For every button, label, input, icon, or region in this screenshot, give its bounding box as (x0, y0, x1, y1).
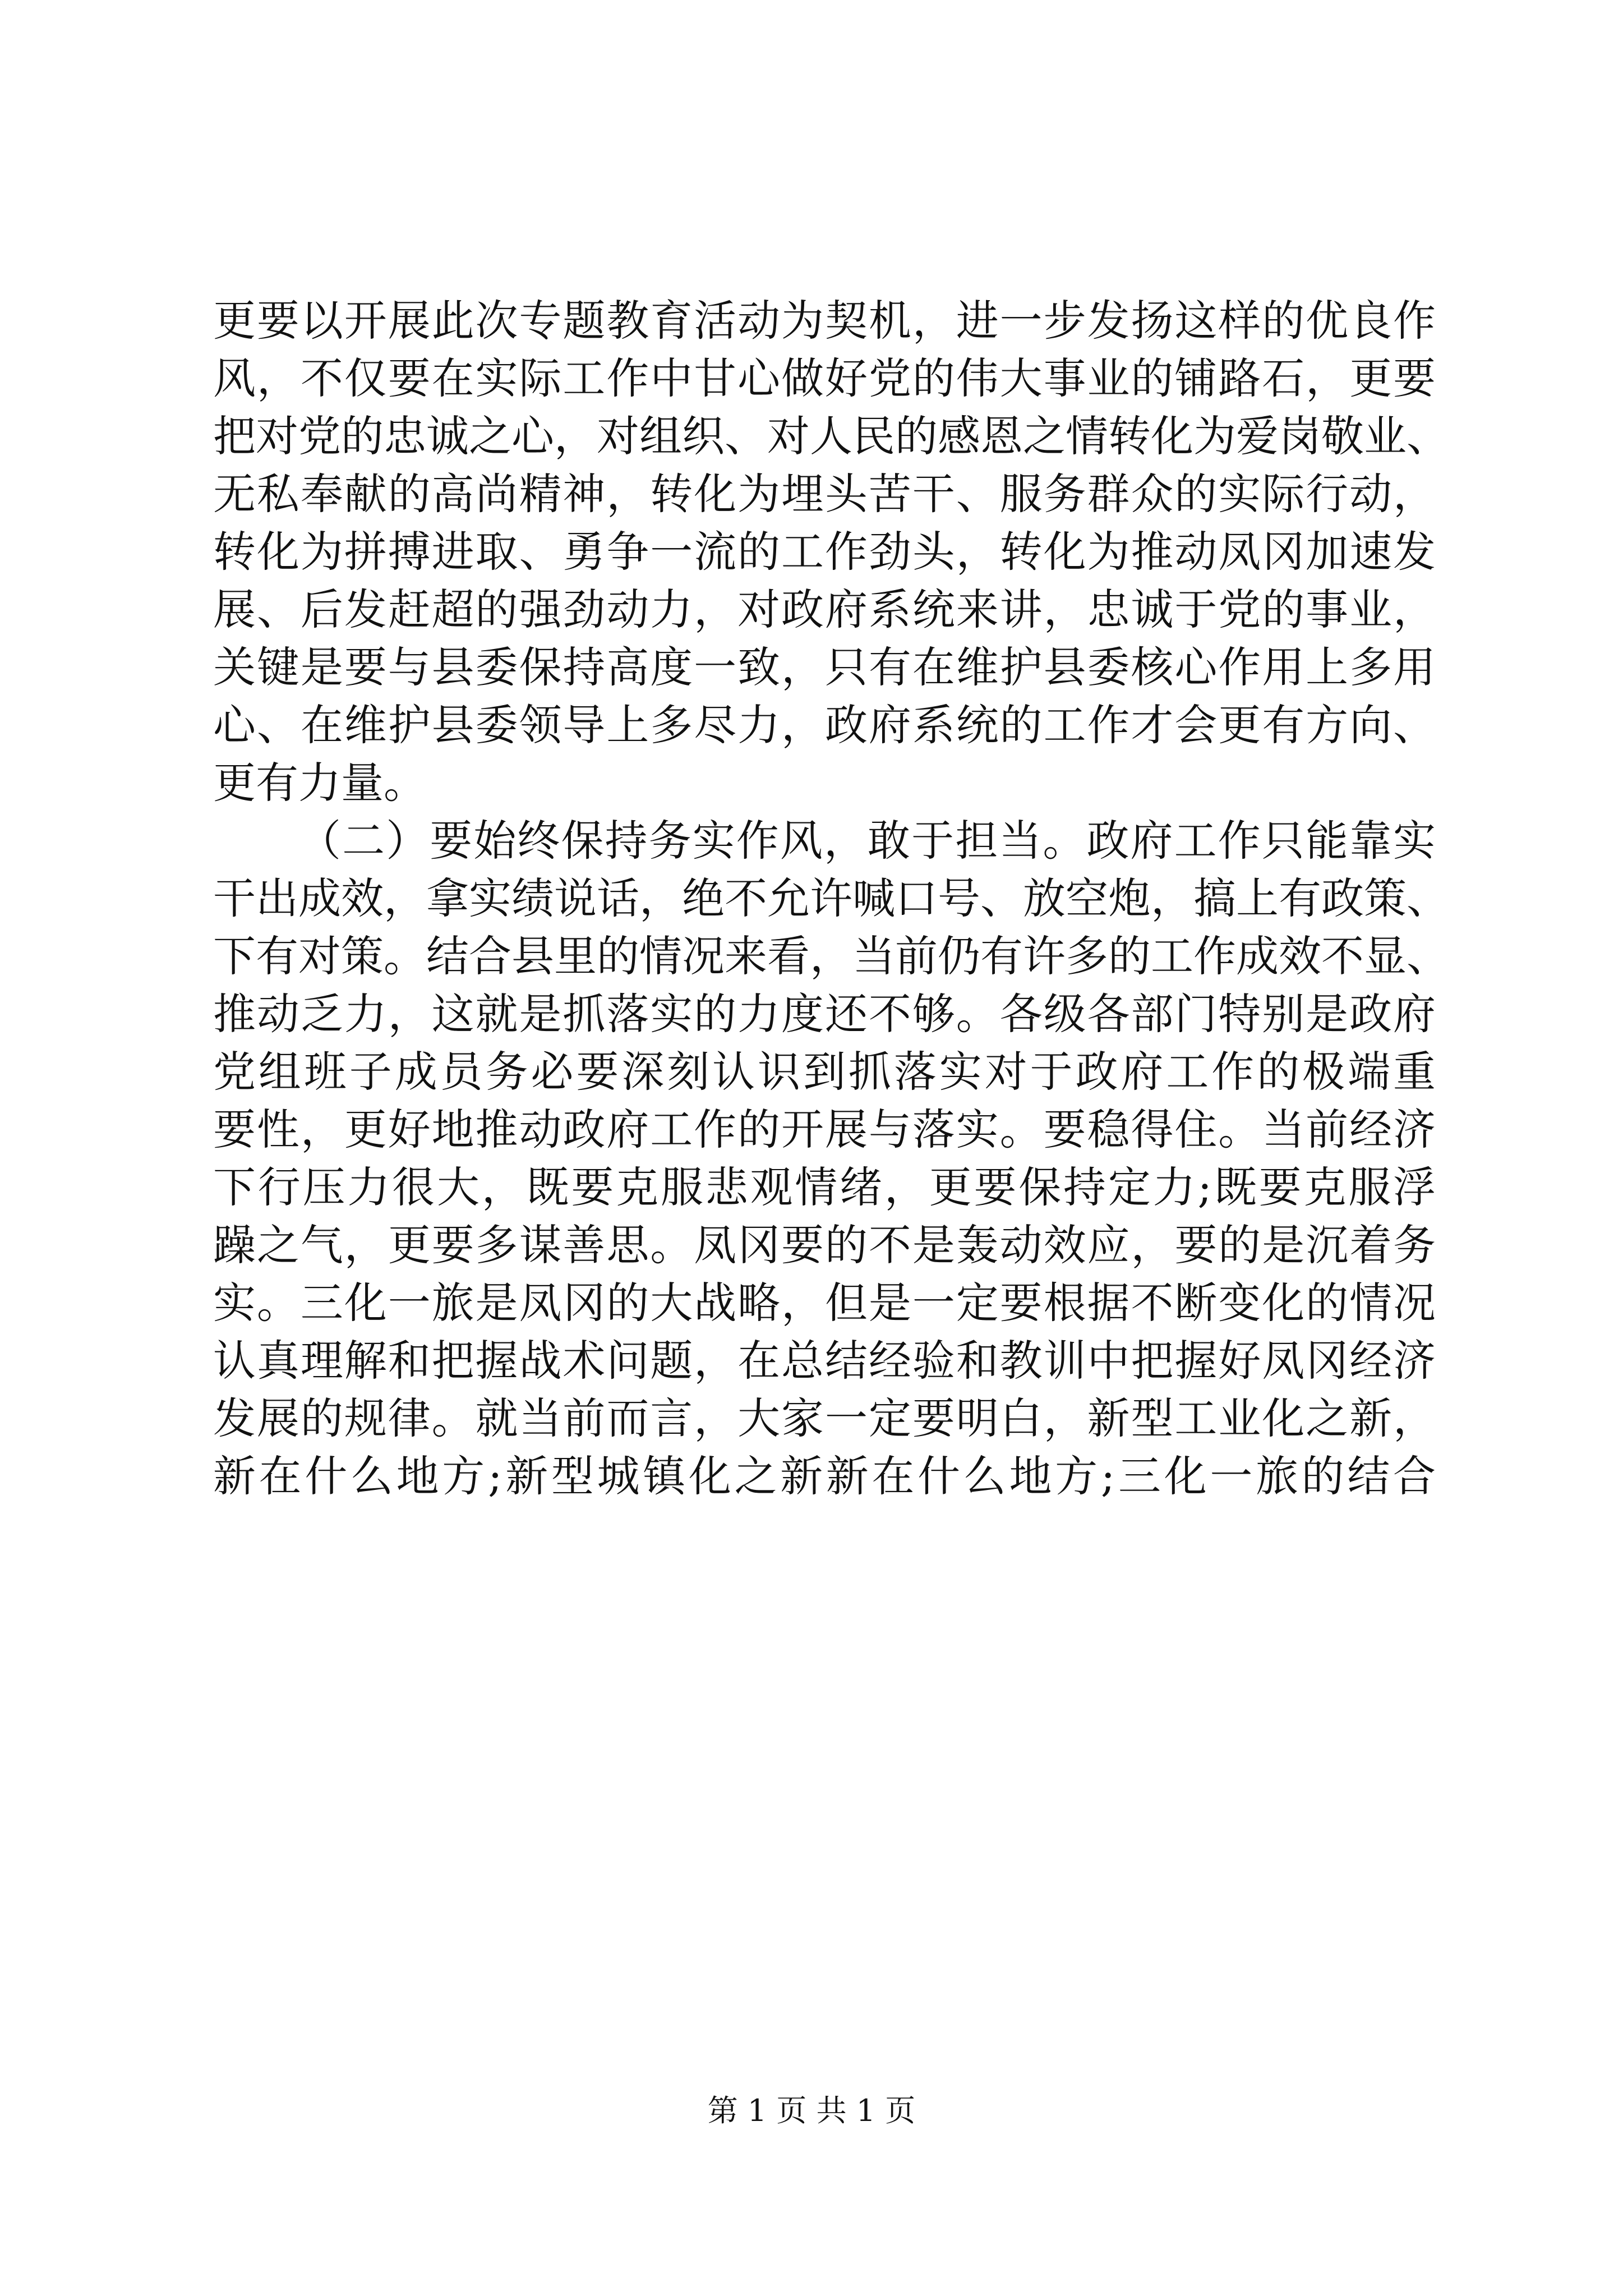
text-line: 风，不仅要在实际工作中甘心做好党的伟大事业的铺路石，更要 (213, 353, 1436, 403)
text-line: 认真理解和把握战术问题，在总结经验和教训中把握好凤冈经济 (213, 1336, 1436, 1386)
text-line: 展、后发赶超的强劲动力，对政府系统来讲，忠诚于党的事业， (213, 585, 1436, 634)
text-line: 干出成效，拿实绩说话，绝不允许喊口号、放空炮，搞上有政策、 (213, 873, 1449, 923)
text-line: 把对党的忠诚之心，对组织、对人民的感恩之情转化为爱岗敬业、 (213, 411, 1449, 461)
text-line: 实。三化一旅是凤冈的大战略，但是一定要根据不断变化的情况 (213, 1278, 1436, 1328)
text-line: 发展的规律。就当前而言，大家一定要明白，新型工业化之新， (213, 1393, 1436, 1443)
text-line: 关键是要与县委保持高度一致，只有在维护县委核心作用上多用 (213, 642, 1436, 692)
text-line: 更有力量。 (213, 758, 426, 808)
text-line: 更要以开展此次专题教育活动为契机，进一步发扬这样的优良作 (213, 296, 1436, 346)
text-line: 心、在维护县委领导上多尽力，政府系统的工作才会更有方向、 (213, 700, 1436, 750)
document-body (213, 292, 1449, 1505)
page-number: 第 1 页 共 1 页 (707, 2093, 916, 2128)
text-line: 下行压力很大，既要克服悲观情绪，更要保持定力;既要克服浮 (213, 1162, 1436, 1212)
text-line: 无私奉献的高尚精神，转化为埋头苦干、服务群众的实际行动， (213, 469, 1436, 519)
text-line: 党组班子成员务必要深刻认识到抓落实对于政府工作的极端重 (213, 1047, 1436, 1097)
text-line: 推动乏力，这就是抓落实的力度还不够。各级各部门特别是政府 (213, 989, 1436, 1039)
text-line: （二）要始终保持务实作风，敢于担当。政府工作只能靠实 (298, 816, 1436, 866)
text-line: 转化为拼搏进取、勇争一流的工作劲头，转化为推动凤冈加速发 (213, 527, 1436, 577)
text-line: 躁之气，更要多谋善思。凤冈要的不是轰动效应，要的是沉着务 (213, 1220, 1436, 1270)
text-line: 下有对策。结合县里的情况来看，当前仍有许多的工作成效不显、 (213, 931, 1449, 981)
text-line: 新在什么地方;新型城镇化之新新在什么地方;三化一旅的结合 (213, 1451, 1436, 1501)
text-line: 要性，更好地推动政府工作的开展与落实。要稳得住。当前经济 (213, 1105, 1436, 1154)
